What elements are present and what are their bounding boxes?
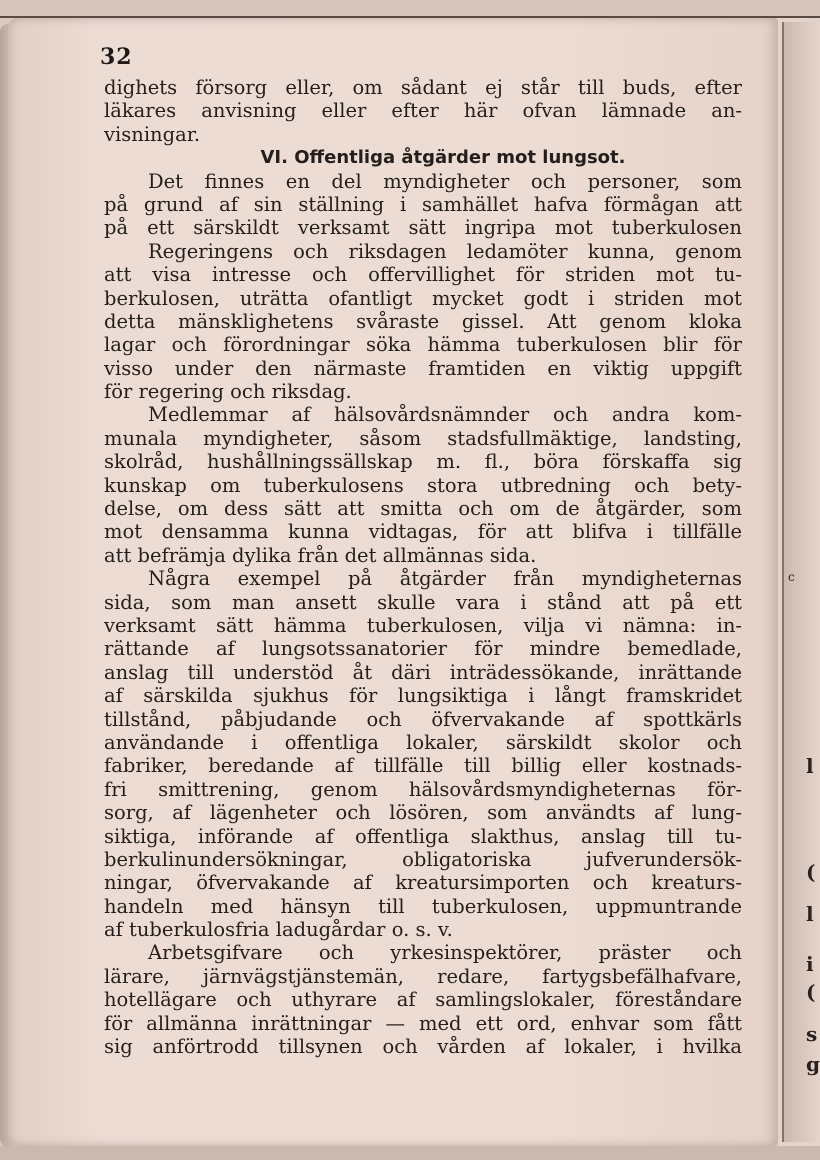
text-line: att visa intresse och offervillighet för striden mot tu- <box>104 263 742 287</box>
text-line: på grund af sin ställning i samhället hafva förmågan att <box>104 192 742 216</box>
facing-page-fragment: ( <box>806 980 816 1004</box>
text-line: fabriker, beredande af tillfälle till billig eller kostnads- <box>104 754 742 778</box>
text-line: Regeringens och riksdagen ledamöter kunna, genom <box>148 239 742 263</box>
text-line: läkares anvisning eller efter här ofvan lämnade an- <box>104 99 742 123</box>
text-line: verksamt sätt hämma tuberkulosen, vilja vi nämna: in- <box>104 613 742 637</box>
text-line: anslag till understöd åt däri inträdessökande, inrättande <box>104 660 742 684</box>
text-line: Medlemmar af hälsovårdsnämnder och andra kom- <box>148 403 742 427</box>
text-line: munala myndigheter, såsom stadsfullmäktige, landsting, <box>104 426 742 450</box>
facing-page-edge <box>782 22 820 1142</box>
text-line: lagar och förordningar söka hämma tuberkulosen blir för <box>104 333 742 357</box>
text-line: skolråd, hushållningssällskap m. fl., böra förskaffa sig <box>104 450 742 474</box>
text-line: sorg, af lägenheter och lösören, som användts af lung- <box>104 801 742 825</box>
page-number: 32 <box>100 44 133 70</box>
facing-page-fragment: ( <box>806 860 816 884</box>
text-line: mot densamma kunna vidtagas, för att blifva i tillfälle <box>104 520 742 544</box>
text-line: berkulinundersökningar, obligatoriska jufverundersök- <box>104 847 742 871</box>
text-line: siktiga, införande af offentliga slakthus, anslag till tu- <box>104 824 742 848</box>
text-line: sida, som man ansett skulle vara i stånd att på ett <box>104 590 742 614</box>
text-line: ningar, öfvervakande af kreatursimporten och kreaturs- <box>104 871 742 895</box>
text-line: detta mänsklighetens svåraste gissel. Att genom kloka <box>104 309 742 333</box>
text-line: för regering och riksdag. <box>104 380 352 404</box>
lower-page-edge <box>0 1146 820 1160</box>
text-line: Det finnes en del myndigheter och personer, som <box>148 169 742 193</box>
text-line: Arbetsgifvare och yrkesinspektörer, präster och <box>148 941 742 965</box>
facing-page-fragment: l <box>806 754 814 778</box>
text-line: hotellägare och uthyrare af samlingslokaler, föreståndare <box>104 988 742 1012</box>
text-line: användande i offentliga lokaler, särskildt skolor och <box>104 730 742 754</box>
facing-page-fragment: g <box>806 1052 820 1076</box>
text-line: Några exempel på åtgärder från myndigheternas <box>148 567 742 591</box>
text-line: fri smittrening, genom hälsovårdsmyndigheternas för- <box>104 777 742 801</box>
facing-page-fragment: s <box>806 1022 818 1046</box>
text-line: dighets försorg eller, om sådant ej står till buds, efter <box>104 76 742 99</box>
text-line: att befrämja dylika från det allmännas sida. <box>104 543 537 567</box>
section-heading: VI. Offentliga åtgärder mot lungsot. <box>260 147 626 169</box>
facing-page-fragment: l <box>806 902 814 926</box>
text-line: af tuberkulosfria ladugårdar o. s. v. <box>104 918 453 942</box>
facing-page-fragment: c <box>788 570 795 584</box>
facing-page-fragment: i <box>806 952 814 976</box>
text-line: kunskap om tuberkulosens stora utbredning och bety- <box>104 473 742 497</box>
text-line: för allmänna inrättningar — med ett ord, enhvar som fått <box>104 1011 742 1035</box>
text-line: handeln med hänsyn till tuberkulosen, uppmuntrande <box>104 894 742 918</box>
text-line: tillstånd, påbjudande och öfvervakande af spottkärls <box>104 707 742 731</box>
text-line: visningar. <box>104 122 201 146</box>
text-line: af särskilda sjukhus för lungsiktiga i långt framskridet <box>104 684 742 708</box>
text-line: berkulosen, uträtta ofantligt mycket godt i striden mot <box>104 286 742 310</box>
text-line: visso under den närmaste framtiden en viktig uppgift <box>104 356 742 380</box>
text-line: på ett särskildt verksamt sätt ingripa mot tuberkulosen <box>104 216 742 240</box>
previous-page-edge <box>0 0 820 18</box>
text-line: rättande af lungsotssanatorier för mindre bemedlade, <box>104 637 742 661</box>
text-line: lärare, järnvägstjänstemän, redare, fartygsbefälhafvare, <box>104 964 742 988</box>
text-line: sig anförtrodd tillsynen och vården af lokaler, i hvilka <box>104 1035 742 1059</box>
text-line: delse, om dess sätt att smitta och om de åtgärder, som <box>104 497 742 521</box>
page-body-text <box>104 76 742 1058</box>
